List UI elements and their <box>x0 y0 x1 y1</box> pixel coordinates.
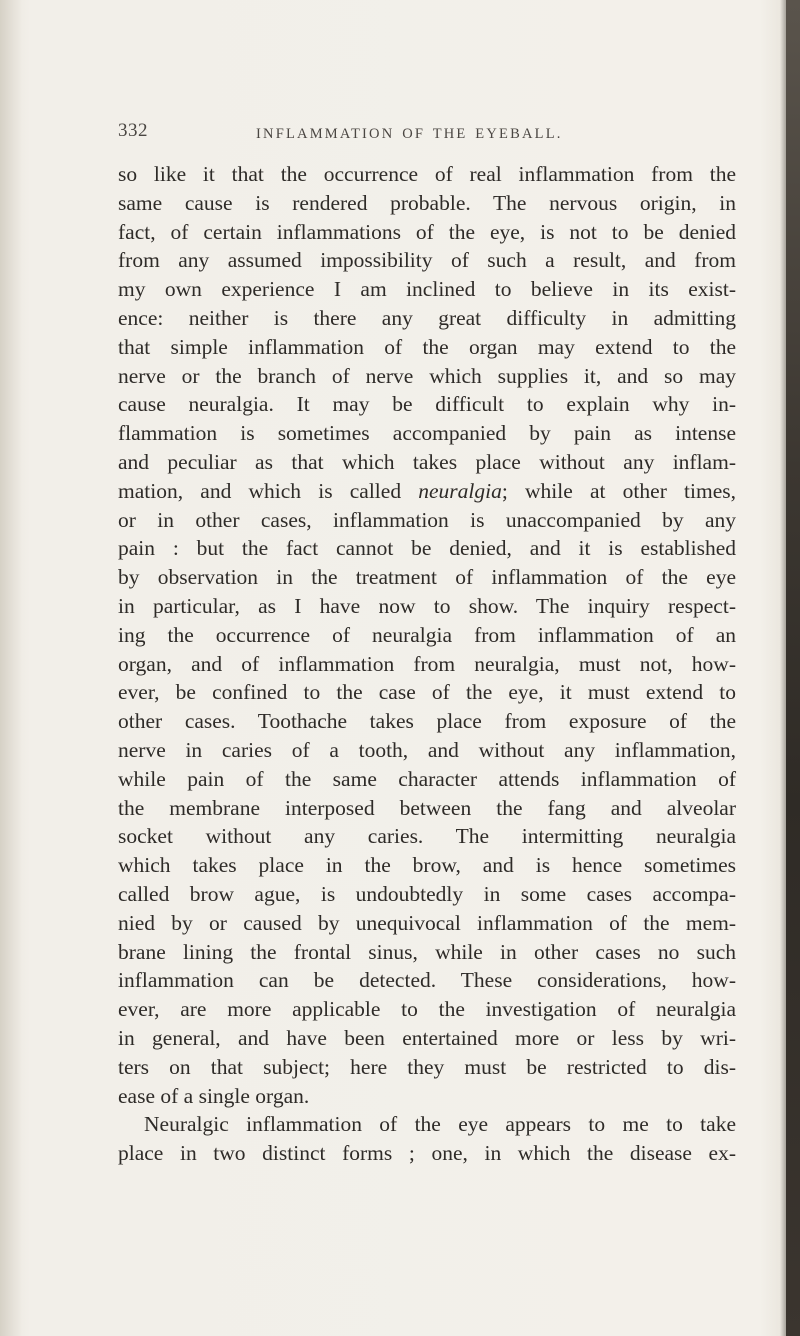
text-line: nerve or the branch of nerve which supplies it, and so may <box>118 363 736 388</box>
text-line: by observation in the treatment of inflammation of the eye <box>118 565 736 590</box>
text-line: and peculiar as that which takes place without any inflam- <box>118 449 736 474</box>
text-line: ever, are more applicable to the investigation of neuralgia <box>118 997 736 1022</box>
paragraph-end-line: ease of a single organ. <box>118 1083 310 1108</box>
text-line: from any assumed impossibility of such a result, and from <box>118 248 736 273</box>
text-line: fact, of certain inflammations of the eye, is not to be denied <box>118 219 736 244</box>
paragraph-start-line: Neuralgic inflammation of the eye appears to me to take <box>144 1112 736 1137</box>
text-line: while pain of the same character attends inflammation of <box>118 766 736 791</box>
text-line: organ, and of inflammation from neuralgia, must not, how- <box>118 651 736 676</box>
text-line: which takes place in the brow, and is hence sometimes <box>118 853 736 878</box>
text-line: in general, and have been entertained more or less by wri- <box>118 1025 736 1050</box>
text-line: or in other cases, inflammation is unaccompanied by any <box>118 507 736 532</box>
text-line: same cause is rendered probable. The nervous origin, in <box>118 190 736 215</box>
text-line: nerve in caries of a tooth, and without any inflammation, <box>118 737 736 762</box>
text-line: socket without any caries. The intermitting neuralgia <box>118 824 736 849</box>
text-line: ever, be confined to the case of the eye, it must extend to <box>118 680 736 705</box>
text-line: ters on that subject; here they must be restricted to dis- <box>118 1054 736 1079</box>
text-line: place in two distinct forms ; one, in which the disease ex- <box>118 1141 736 1166</box>
body-text <box>118 160 736 1168</box>
text-line: cause neuralgia. It may be difficult to explain why in- <box>118 392 736 417</box>
page-left-gutter-shadow <box>0 0 22 1336</box>
text-line: called brow ague, is undoubtedly in some cases accompa- <box>118 881 736 906</box>
italic-term: neuralgia <box>418 478 502 503</box>
text-line: inflammation can be detected. These considerations, how- <box>118 968 736 993</box>
text-line: other cases. Toothache takes place from exposure of the <box>118 709 736 734</box>
text-line: so like it that the occurrence of real inflammation from the <box>118 162 736 186</box>
running-head: INFLAMMATION OF THE EYEBALL. <box>256 126 563 142</box>
text-line: ing the occurrence of neuralgia from inflammation of an <box>118 622 736 647</box>
page-right-edge-binding <box>786 0 800 1336</box>
text-fragment: ; while at other times, <box>501 478 736 503</box>
text-line: that simple inflammation of the organ may extend to the <box>118 334 736 359</box>
text-line: flammation is sometimes accompanied by pain as intense <box>118 421 736 446</box>
text-line: in particular, as I have now to show. The inquiry respect- <box>118 593 736 618</box>
text-line: brane lining the frontal sinus, while in other cases no such <box>118 939 736 964</box>
text-line: my own experience I am inclined to believe in its exist- <box>118 277 736 302</box>
text-line: pain : but the fact cannot be denied, and it is established <box>118 536 736 561</box>
text-fragment: mation, and which is called <box>118 478 402 503</box>
text-line: ence: neither is there any great difficulty in admitting <box>118 305 736 330</box>
page-header <box>118 120 738 160</box>
text-line: the membrane interposed between the fang and alveolar <box>118 795 736 820</box>
page-number: 332 <box>118 120 148 141</box>
text-line-with-italic <box>118 477 736 506</box>
text-line: nied by or caused by unequivocal inflammation of the mem- <box>118 910 736 935</box>
